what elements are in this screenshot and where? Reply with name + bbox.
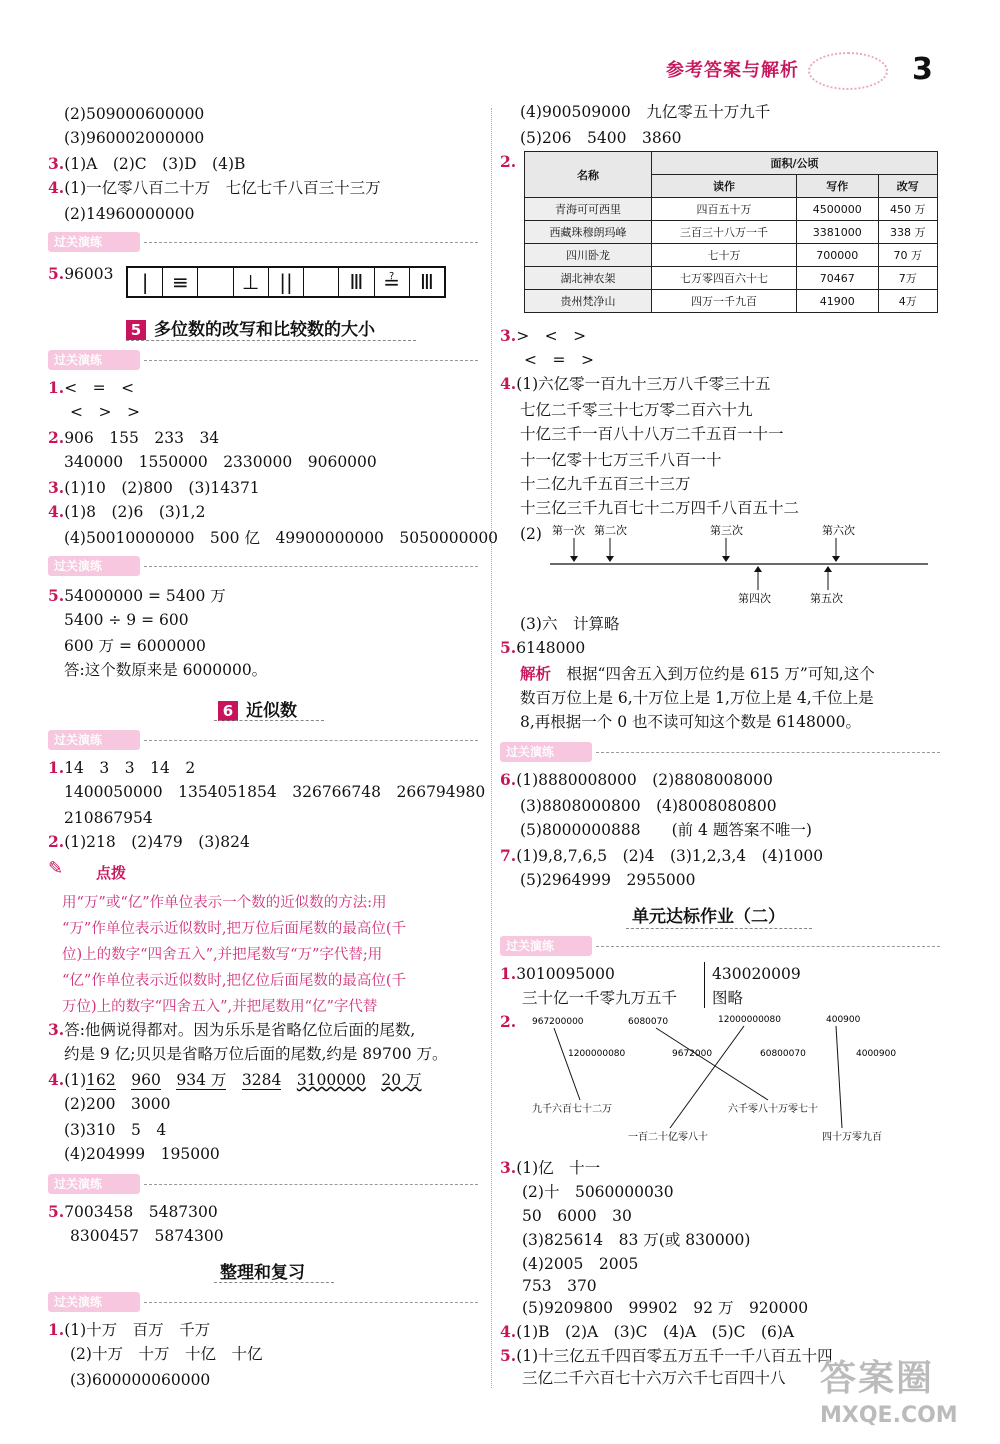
answer-line: (1)8 (2)6 (3)1,2 <box>64 503 206 521</box>
section-title <box>126 315 375 340</box>
answer-line: 答:他俩说得都对。因为乐乐是省略亿位后面的尾数, <box>64 1021 416 1039</box>
answer-line: (2)十 5060000030 <box>522 1183 674 1201</box>
answer-line: (5)2964999 2955000 <box>520 871 696 889</box>
column-divider <box>491 108 492 1388</box>
question-number: 5. <box>48 264 65 283</box>
arrow-head <box>606 556 614 562</box>
match-words: 九千六百七十二万 <box>532 1104 612 1115</box>
answer-line: 14 3 3 14 2 <box>64 759 196 777</box>
rod-cell: ≡ <box>163 268 198 296</box>
question-number: 5. <box>48 1202 65 1221</box>
answer-line: (3)825614 83 万(或 830000) <box>522 1231 751 1249</box>
answer-line: 十亿三千一百八十八万二千五百一十一 <box>520 425 784 443</box>
rod-cell: ≟ <box>375 268 410 296</box>
practice-strip-label: 过关演练 <box>500 742 592 762</box>
tip-line: “万”作单位表示近似数时,把万位后面尾数的最高位(千 <box>62 921 407 937</box>
table-cell: 青海可可西里 <box>525 198 652 221</box>
answer-line: 6148000 <box>516 639 586 657</box>
section-underline <box>214 720 324 721</box>
rod-cell: || <box>269 268 304 296</box>
rod-cell: | <box>128 268 163 296</box>
number-line <box>540 520 940 610</box>
table-cell: 贵州梵净山 <box>525 290 652 313</box>
answer-part: 20 万 <box>381 1071 422 1089</box>
answer-line: (1)10 (2)800 (3)14371 <box>64 479 260 497</box>
arrow-head <box>722 556 730 562</box>
table-cell: 3381000 <box>797 221 878 244</box>
section-title-text: 多位数的改写和比较数的大小 <box>154 320 375 340</box>
number-line-label: 第一次 <box>552 524 585 537</box>
answer-line: (2)十万 十万 十亿 十亿 <box>70 1345 263 1363</box>
section-badge: 5 <box>126 320 146 340</box>
table-row <box>525 244 938 267</box>
table-cell: 450 万 <box>878 198 938 221</box>
rod-cell: Ⅲ <box>419 270 434 294</box>
question-number: 3. <box>500 326 517 345</box>
answer-line: > < > <box>516 327 587 345</box>
answer-line: 340000 1550000 2330000 9060000 <box>64 453 377 471</box>
section-title: 单元达标作业（二） <box>632 907 785 927</box>
question-number: 2. <box>48 428 65 447</box>
table-header: 名称 <box>525 152 652 198</box>
answer-line: 十二亿九千五百三十三万 <box>520 475 691 493</box>
watermark-text: 答案圈 <box>820 1358 935 1399</box>
question-number: 2. <box>48 832 65 851</box>
table-cell: 338 万 <box>878 221 938 244</box>
arrow-head <box>824 566 832 572</box>
answer-line: (4)204999 195000 <box>64 1145 220 1163</box>
rod-cell <box>304 268 339 296</box>
tip-line: 万位)上的数字“四舍五入”,并把尾数用“亿”字代替 <box>62 999 378 1015</box>
area-table <box>524 151 938 313</box>
match-number: 400900 <box>826 1015 861 1025</box>
answer-line: 3010095000 <box>516 965 615 983</box>
analysis-text: 数百万位上是 6,十万位上是 1,万位上是 4,千位上是 <box>520 689 874 707</box>
watermark-url: MXQE.COM <box>820 1403 958 1428</box>
question-number: 7. <box>500 846 517 865</box>
answer-line: (1)十三亿五千四百零五万五千一千八百五十四 <box>516 1347 833 1365</box>
answer-line: (1)218 (2)479 (3)824 <box>64 833 250 851</box>
section-underline <box>626 928 812 929</box>
practice-strip <box>48 1292 478 1312</box>
match-line <box>656 1028 768 1100</box>
answer-line: 54000000 = 5400 万 <box>64 587 226 605</box>
answer-line: 三亿二千六百七十六万六千七百四十八 <box>522 1369 786 1387</box>
table-header: 写作 <box>797 175 878 198</box>
practice-strip-label: 过关演练 <box>48 350 140 370</box>
answer-line: (2)14960000000 <box>64 205 195 223</box>
answer-line: (3)600000060000 <box>70 1371 211 1389</box>
table-cell: 70 万 <box>878 244 938 267</box>
question-number: 3. <box>48 1020 65 1039</box>
question-number: 4. <box>500 1322 517 1341</box>
answer-line: (1)亿 十一 <box>516 1159 601 1177</box>
answer-line: 十一亿零十七万三千八百一十 <box>520 451 722 469</box>
answer-line: (1)B (2)A (3)C (4)A (5)C (6)A <box>516 1323 795 1341</box>
answer-part: 960 <box>131 1071 161 1089</box>
question-number: 1. <box>48 1320 65 1339</box>
answer-line: (4)900509000 九亿零五十万九千 <box>520 103 771 121</box>
question-number: 4. <box>48 1070 65 1089</box>
section-title <box>218 696 297 721</box>
table-cell: 湖北神农架 <box>525 267 652 290</box>
table-header: 面积/公顷 <box>652 152 938 175</box>
answer-line: (2) <box>520 525 542 543</box>
magnifier-icon: ✎ <box>48 858 64 879</box>
answer-line: (3)310 5 4 <box>64 1121 167 1139</box>
match-number: 9672000 <box>672 1049 713 1059</box>
arrow-head <box>570 556 578 562</box>
question-number: 5. <box>48 586 65 605</box>
answer-line: (1)一亿零八百二十万 七亿七千八百三十三万 <box>64 179 381 197</box>
section-title-text: 近似数 <box>246 701 297 721</box>
answer-line: (2)509000600000 <box>64 105 205 123</box>
answer-line: < = > <box>524 351 594 369</box>
answer-part: 3284 <box>241 1071 282 1089</box>
table-cell: 四百五十万 <box>652 198 797 221</box>
answer-line: (2)200 3000 <box>64 1095 171 1113</box>
answer-part: 934 万 <box>176 1071 227 1089</box>
match-words: 一百二十亿零八十 <box>628 1132 708 1143</box>
number-line-label: 第六次 <box>822 524 855 537</box>
tip-line: 位)上的数字“四舍五入”,并把尾数写“万”字代替;用 <box>62 947 383 963</box>
table-header: 改写 <box>878 175 938 198</box>
answer-line: 约是 9 亿;贝贝是省略万位后面的尾数,约是 89700 万。 <box>64 1045 448 1063</box>
answer-part: 3100000 <box>296 1071 366 1089</box>
answer-line: 210867954 <box>64 809 153 827</box>
analysis-text: 8,再根据一个 0 也不读可知这个数是 6148000。 <box>520 713 861 731</box>
answer-line: 753 370 <box>522 1277 597 1295</box>
page-number: 3 <box>912 52 933 87</box>
answer-line: 96003 <box>64 265 114 283</box>
table-cell: 四川卧龙 <box>525 244 652 267</box>
answer-line: 8300457 5874300 <box>70 1227 224 1245</box>
header-decoration <box>808 52 888 90</box>
number-line-label: 第二次 <box>594 524 627 537</box>
question-number: 3. <box>48 154 65 173</box>
table-header: 读作 <box>652 175 797 198</box>
table-cell: 700000 <box>797 244 878 267</box>
tip-line: 用“万”或“亿”作单位表示一个数的近似数的方法:用 <box>62 895 387 911</box>
answer-line: 十三亿三千九百七十二万四千八百五十二 <box>520 499 800 517</box>
number-line-label: 第四次 <box>738 592 771 605</box>
practice-strip <box>48 556 478 576</box>
question-number: 4. <box>48 178 65 197</box>
question-number: 4. <box>500 374 517 393</box>
question-number: 1. <box>500 964 517 983</box>
answer-line: 50 6000 30 <box>522 1207 632 1225</box>
answer-line: 600 万 = 6000000 <box>64 637 206 655</box>
answer-line: 430020009 <box>712 965 801 983</box>
analysis-text: 根据“四舍五入到万位约是 615 万”可知,这个 <box>566 665 875 683</box>
table-cell: 41900 <box>797 290 878 313</box>
u1-divider <box>704 962 705 1008</box>
answer-line: (1)8880008000 (2)8808008000 <box>516 771 773 789</box>
table-cell: 西藏珠穆朗玛峰 <box>525 221 652 244</box>
table-cell: 70467 <box>797 267 878 290</box>
table-cell: 4万 <box>878 290 938 313</box>
answer-part: 162 <box>86 1071 116 1089</box>
answer-line: (3)8808000800 (4)8008080800 <box>520 797 777 815</box>
practice-strip-label: 过关演练 <box>48 556 140 576</box>
tip-line: “亿”作单位表示近似数时,把亿位后面尾数的最高位(千 <box>62 973 407 989</box>
match-number: 1200000080 <box>568 1049 626 1059</box>
practice-strip <box>48 232 478 252</box>
table-cell: 三百三十八万一千 <box>652 221 797 244</box>
section-underline <box>214 1282 334 1283</box>
watermark-logo <box>820 1350 990 1440</box>
question-number: 2. <box>500 1012 517 1031</box>
table-row <box>525 267 938 290</box>
answer-line: (5)206 5400 3860 <box>520 129 682 147</box>
rod-cell: Ⅲ <box>339 268 374 296</box>
table-cell: 4500000 <box>797 198 878 221</box>
table-cell: 7万 <box>878 267 938 290</box>
match-line <box>836 1026 842 1128</box>
practice-strip <box>500 742 940 762</box>
answer-line: (3)960002000000 <box>64 129 205 147</box>
rod-cell: ⊥ <box>234 268 269 296</box>
table-cell: 七十万 <box>652 244 797 267</box>
practice-strip <box>500 936 940 956</box>
answer-line: < > > <box>70 403 140 421</box>
answer-line: 答:这个数原来是 6000000。 <box>64 661 268 679</box>
question-number: 1. <box>48 758 65 777</box>
table-cell: 四万一千九百 <box>652 290 797 313</box>
question-number: 6. <box>500 770 517 789</box>
answer-line: (5)8000000888 (前 4 题答案不唯一) <box>520 821 812 839</box>
matching-diagram <box>520 1008 920 1148</box>
answer-line: (4)50010000000 500 亿 49900000000 5050000000 <box>64 529 499 547</box>
answer-line: (5)9209800 99902 92 万 920000 <box>522 1299 809 1317</box>
match-number: 967200000 <box>532 1017 584 1027</box>
practice-strip-label: 过关演练 <box>48 1174 140 1194</box>
answer-line: (1)A (2)C (3)D (4)B <box>64 155 246 173</box>
table-row <box>525 290 938 313</box>
practice-strip <box>48 730 478 750</box>
answer-line: 7003458 5487300 <box>64 1203 218 1221</box>
arrow-head <box>832 556 840 562</box>
match-line <box>554 1028 580 1100</box>
number-line-label: 第三次 <box>710 524 743 537</box>
answer-line: (3)六 计算略 <box>520 615 620 633</box>
match-number: 12000000080 <box>718 1015 781 1025</box>
practice-strip <box>48 1174 478 1194</box>
match-number: 60800070 <box>760 1049 806 1059</box>
question-number: 4. <box>48 502 65 521</box>
answer-line: 图略 <box>712 989 744 1007</box>
answer-line: 七亿二千零三十七万零二百六十九 <box>520 401 753 419</box>
table-row <box>525 198 938 221</box>
practice-strip-label: 过关演练 <box>48 1292 140 1312</box>
practice-strip-label: 过关演练 <box>48 730 140 750</box>
answer-line: (1)9,8,7,6,5 (2)4 (3)1,2,3,4 (4)1000 <box>516 847 824 865</box>
arrow-head <box>754 566 762 572</box>
practice-strip-label: 过关演练 <box>500 936 592 956</box>
question-number: 5. <box>500 1346 517 1365</box>
question-number: 2. <box>500 152 517 171</box>
answer-line: (1)十万 百万 千万 <box>64 1321 211 1339</box>
section-badge: 6 <box>218 701 238 721</box>
answer-part: (1) <box>64 1071 87 1089</box>
answer-line: < = < <box>64 379 135 397</box>
answer-line: 1400050000 1354051854 326766748 266794980 <box>64 783 486 801</box>
tip-title: 点拨 <box>96 864 127 882</box>
section-title: 整理和复习 <box>220 1263 305 1283</box>
answer-line: 906 155 233 34 <box>64 429 220 447</box>
practice-strip-label: 过关演练 <box>48 232 140 252</box>
answer-line: (4)2005 2005 <box>522 1255 639 1273</box>
question-number: 5. <box>500 638 517 657</box>
header-title: 参考答案与解析 <box>666 60 799 81</box>
table-row <box>525 221 938 244</box>
counting-rods-table <box>126 266 446 298</box>
section-underline <box>126 340 416 341</box>
number-line-label: 第五次 <box>810 592 843 605</box>
match-number: 4000900 <box>856 1049 897 1059</box>
match-number: 6080070 <box>628 1017 669 1027</box>
analysis-label: 解析 <box>520 665 552 683</box>
table-cell: 七万零四百六十七 <box>652 267 797 290</box>
question-number: 3. <box>500 1158 517 1177</box>
answer-line: 5400 ÷ 9 = 600 <box>64 611 189 629</box>
match-words: 六千零八十万零七十 <box>728 1104 818 1115</box>
question-number: 3. <box>48 478 65 497</box>
answer-line: 三十亿一千零九万五千 <box>522 989 678 1007</box>
rod-cell <box>198 268 233 296</box>
match-words: 四十万零九百 <box>822 1132 882 1143</box>
answer-line: (1)六亿零一百九十三万八千零三十五 <box>516 375 771 393</box>
practice-strip <box>48 350 478 370</box>
question-number: 1. <box>48 378 65 397</box>
